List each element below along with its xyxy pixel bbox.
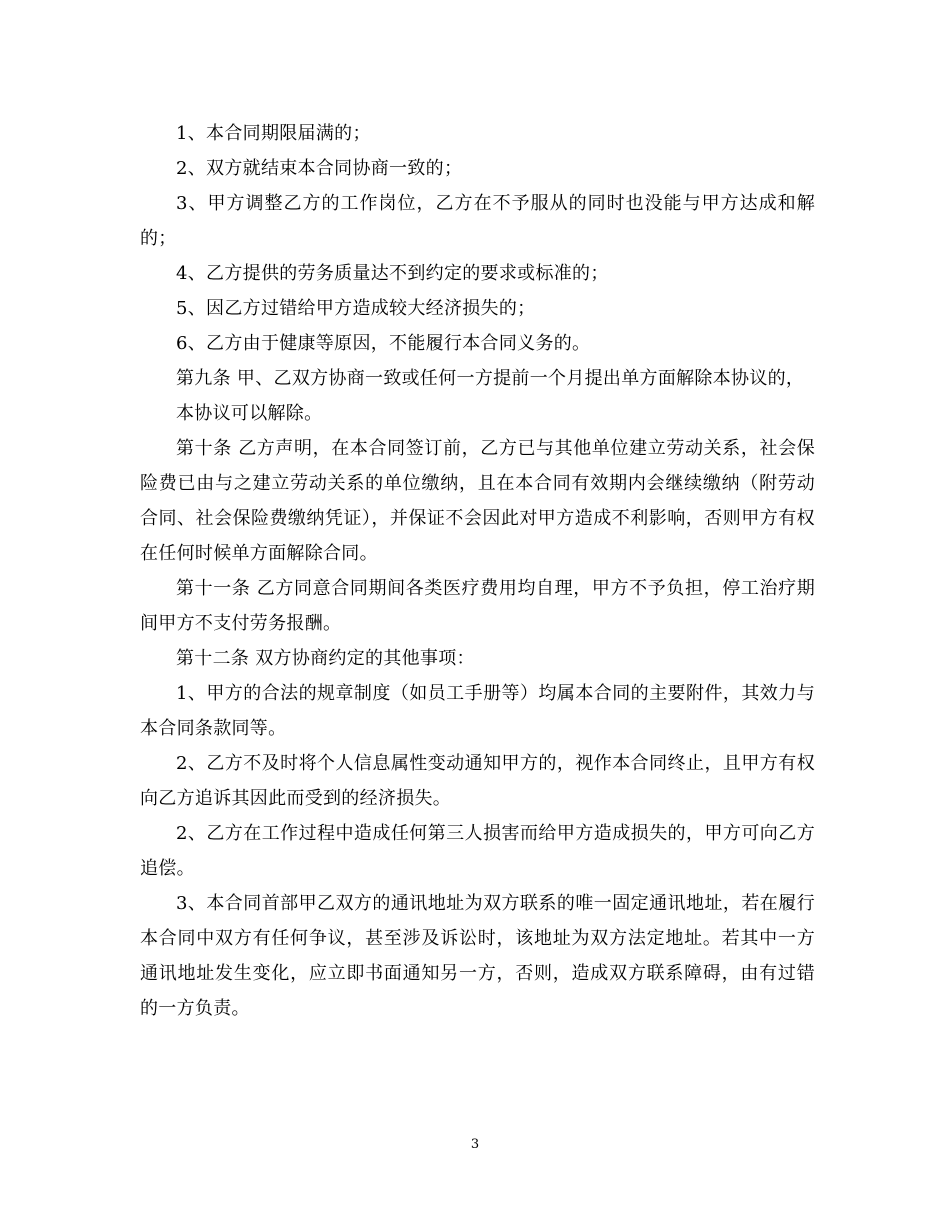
article-12-item-2a: 2、乙方不及时将个人信息属性变动通知甲方的，视作本合同终止，且甲方有权向乙方追诉其因此而受到的经济损失。 bbox=[140, 753, 815, 809]
article-10: 第十条 乙方声明，在本合同签订前，乙方已与其他单位建立劳动关系，社会保险费已由与之建立劳动关系的单位缴纳，且在本合同有效期内会继续缴纳（附劳动合同、社会保险费缴纳凭证），并保证不会因此对甲方造成不利影响，否则甲方有权在任何时候单方面解除合同。 bbox=[140, 438, 815, 564]
clause-item-2: 2、双方就结束本合同协商一致的； bbox=[176, 158, 463, 179]
clause-item-1: 1、本合同期限届满的； bbox=[176, 123, 371, 144]
clause-item-3: 3、甲方调整乙方的工作岗位，乙方在不予服从的同时也没能与甲方达成和解的； bbox=[140, 193, 815, 249]
article-12-item-2b: 2、乙方在工作过程中造成任何第三人损害而给甲方造成损失的，甲方可向乙方追偿。 bbox=[140, 823, 815, 879]
page-number: 3 bbox=[470, 1137, 480, 1152]
article-12: 第十二条 双方协商约定的其他事项： bbox=[176, 648, 475, 669]
article-9: 第九条 甲、乙双方协商一致或任何一方提前一个月提出单方面解除本协议的， bbox=[176, 368, 805, 389]
clause-item-4: 4、乙方提供的劳务质量达不到约定的要求或标准的； bbox=[176, 263, 609, 284]
article-12-item-3: 3、本合同首部甲乙双方的通讯地址为双方联系的唯一固定通讯地址，若在履行本合同中双方有任何争议，甚至涉及诉讼时，该地址为双方法定地址。若其中一方通讯地址发生变化，应立即书面通知另一方，否则，造成双方联系障碍，由有过错的一方负责。 bbox=[140, 893, 815, 1019]
clause-item-5: 5、因乙方过错给甲方造成较大经济损失的； bbox=[176, 298, 536, 319]
article-12-item-1: 1、甲方的合法的规章制度（如员工手册等）均属本合同的主要附件，其效力与本合同条款同等。 bbox=[140, 683, 815, 739]
article-11: 第十一条 乙方同意合同期间各类医疗费用均自理，甲方不予负担，停工治疗期间甲方不支付劳务报酬。 bbox=[140, 578, 815, 634]
clause-item-6: 6、乙方由于健康等原因，不能履行本合同义务的。 bbox=[176, 333, 591, 354]
article-9-continued: 本协议可以解除。 bbox=[176, 403, 323, 424]
contract-body bbox=[140, 116, 815, 1026]
